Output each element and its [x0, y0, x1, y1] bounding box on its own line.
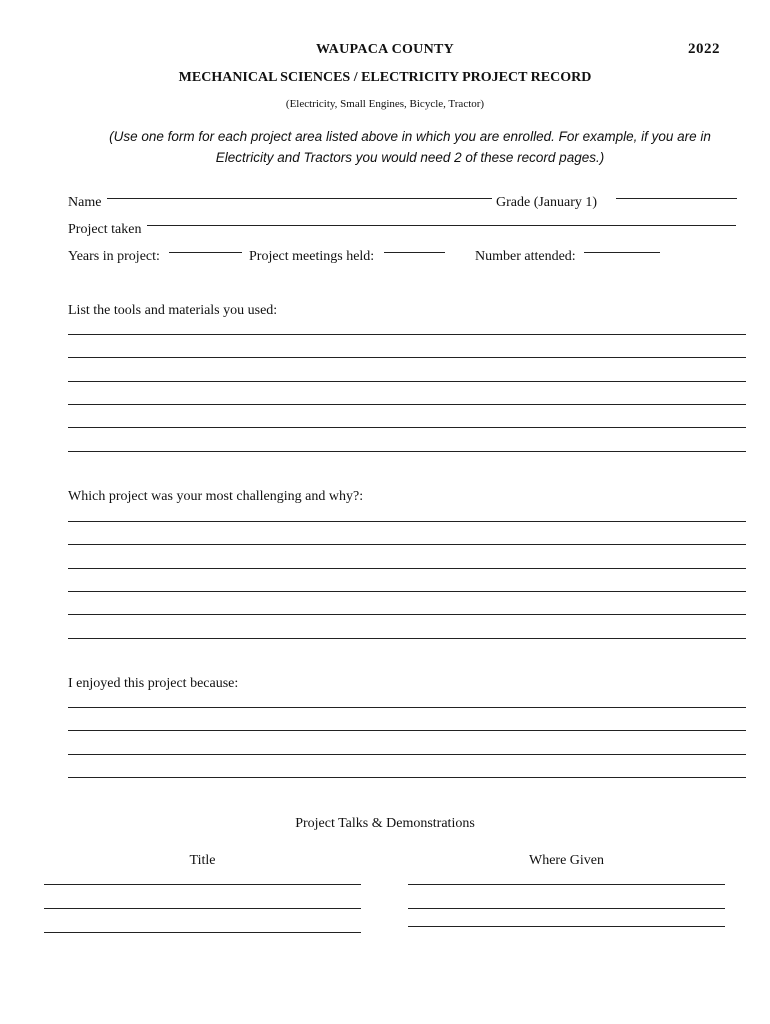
challenging-answer-line[interactable] — [68, 614, 746, 615]
name-field[interactable] — [107, 198, 492, 199]
enjoyed-answer-line[interactable] — [68, 707, 746, 708]
tools-answer-line[interactable] — [68, 334, 746, 335]
form-title: MECHANICAL SCIENCES / ELECTRICITY PROJECT RECORD — [178, 70, 592, 85]
talk-title-line[interactable] — [44, 884, 361, 885]
tools-answer-line[interactable] — [68, 357, 746, 358]
title-column-header: Title — [189, 853, 216, 868]
tools-answer-line[interactable] — [68, 381, 746, 382]
challenging-answer-line[interactable] — [68, 638, 746, 639]
attended-field[interactable] — [584, 252, 660, 253]
enjoyed-answer-line[interactable] — [68, 730, 746, 731]
talk-where-line[interactable] — [408, 926, 725, 927]
form-subtitle: (Electricity, Small Engines, Bicycle, Tractor) — [285, 98, 485, 110]
challenging-answer-line[interactable] — [68, 521, 746, 522]
talk-title-line[interactable] — [44, 908, 361, 909]
tools-label: List the tools and materials you used: — [68, 303, 278, 318]
talk-where-line[interactable] — [408, 884, 725, 885]
instructions-text: (Use one form for each project area listed above in which you are enrolled. For example, if you are in Electricity and Tractors you would need 2 of these record pages.) — [109, 129, 711, 165]
meetings-field[interactable] — [384, 252, 445, 253]
talk-title-line[interactable] — [44, 932, 361, 933]
enjoyed-label: I enjoyed this project because: — [68, 676, 239, 691]
talks-heading: Project Talks & Demonstrations — [295, 816, 475, 831]
grade-field[interactable] — [616, 198, 737, 199]
form-year: 2022 — [688, 41, 720, 57]
talk-where-line[interactable] — [408, 908, 725, 909]
years-field[interactable] — [169, 252, 242, 253]
meetings-label: Project meetings held: — [249, 249, 375, 264]
challenging-label: Which project was your most challenging and why?: — [68, 489, 364, 504]
challenging-answer-line[interactable] — [68, 591, 746, 592]
name-label: Name — [68, 195, 102, 210]
years-label: Years in project: — [68, 249, 160, 264]
tools-answer-line[interactable] — [68, 427, 746, 428]
grade-label: Grade (January 1) — [496, 195, 598, 210]
where-column-header: Where Given — [528, 853, 605, 868]
project-taken-label: Project taken — [68, 222, 142, 237]
project-taken-field[interactable] — [147, 225, 736, 226]
attended-label: Number attended: — [475, 249, 576, 264]
enjoyed-answer-line[interactable] — [68, 777, 746, 778]
county-name: WAUPACA COUNTY — [315, 42, 455, 57]
tools-answer-line[interactable] — [68, 451, 746, 452]
tools-answer-line[interactable] — [68, 404, 746, 405]
challenging-answer-line[interactable] — [68, 544, 746, 545]
challenging-answer-line[interactable] — [68, 568, 746, 569]
enjoyed-answer-line[interactable] — [68, 754, 746, 755]
